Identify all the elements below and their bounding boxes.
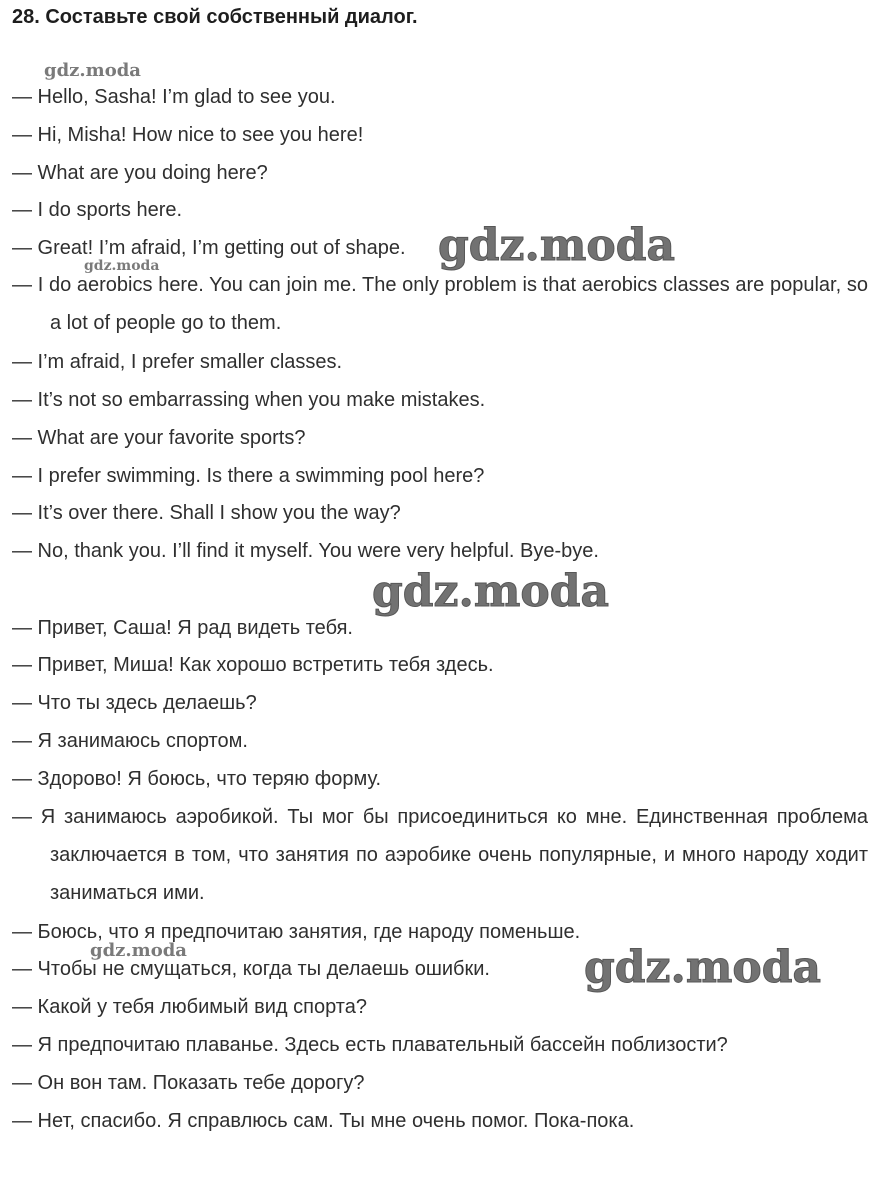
english-line: — Great! I’m afraid, I’m getting out of shape. — [12, 237, 406, 259]
task-title: 28. Составьте свой собственный диалог. — [12, 6, 418, 28]
russian-line: — Он вон там. Показать тебе дорогу? — [12, 1072, 365, 1094]
russian-line: — Я занимаюсь спортом. — [12, 730, 248, 752]
russian-line: — Привет, Саша! Я рад видеть тебя. — [12, 617, 353, 639]
watermark-logo: gdz.moda — [584, 942, 822, 993]
english-line: — Hello, Sasha! I’m glad to see you. — [12, 86, 336, 108]
russian-line: — Нет, спасибо. Я справлюсь сам. Ты мне очень помог. Пока-пока. — [12, 1110, 635, 1132]
russian-line: — Боюсь, что я предпочитаю занятия, где народу поменьше. — [12, 921, 581, 943]
english-line: — I’m afraid, I prefer smaller classes. — [12, 351, 343, 373]
english-line: — I do sports here. — [12, 199, 183, 221]
russian-line: — Я предпочитаю плаванье. Здесь есть плавательный бассейн поблизости? — [12, 1034, 728, 1056]
english-line: — It’s not so embarrassing when you make mistakes. — [12, 389, 486, 411]
dialog-container — [12, 0, 870, 1180]
russian-line: — Что ты здесь делаешь? — [12, 692, 257, 714]
russian-line: — Я занимаюсь аэробикой. Ты мог бы присоединиться ко мне. Единственная проблема заключается в том, что занятия по аэробике очень популярные, и много народу ходит заниматься ими. — [12, 806, 868, 904]
english-line: — I do aerobics here. You can join me. The only problem is that aerobics classes are popular, so a lot of people go to them. — [12, 274, 868, 334]
watermark-logo: gdz.moda — [438, 220, 676, 271]
english-line: — I prefer swimming. Is there a swimming pool here? — [12, 465, 485, 487]
russian-line: — Привет, Миша! Как хорошо встретить тебя здесь. — [12, 654, 494, 676]
russian-line: — Здорово! Я боюсь, что теряю форму. — [12, 768, 382, 790]
english-line: — Hi, Misha! How nice to see you here! — [12, 124, 364, 146]
watermark-logo: gdz.moda — [44, 60, 141, 81]
english-line: — No, thank you. I’ll find it myself. You were very helpful. Bye-bye. — [12, 540, 599, 562]
english-line: — It’s over there. Shall I show you the way? — [12, 502, 401, 524]
english-line: — What are you doing here? — [12, 162, 268, 184]
english-line: — What are your favorite sports? — [12, 427, 306, 449]
watermark-logo: gdz.moda — [84, 258, 160, 274]
russian-line: — Чтобы не смущаться, когда ты делаешь ошибки. — [12, 958, 490, 980]
russian-line: — Какой у тебя любимый вид спорта? — [12, 996, 367, 1018]
watermark-logo: gdz.moda — [90, 940, 187, 961]
watermark-logo: gdz.moda — [372, 566, 610, 617]
